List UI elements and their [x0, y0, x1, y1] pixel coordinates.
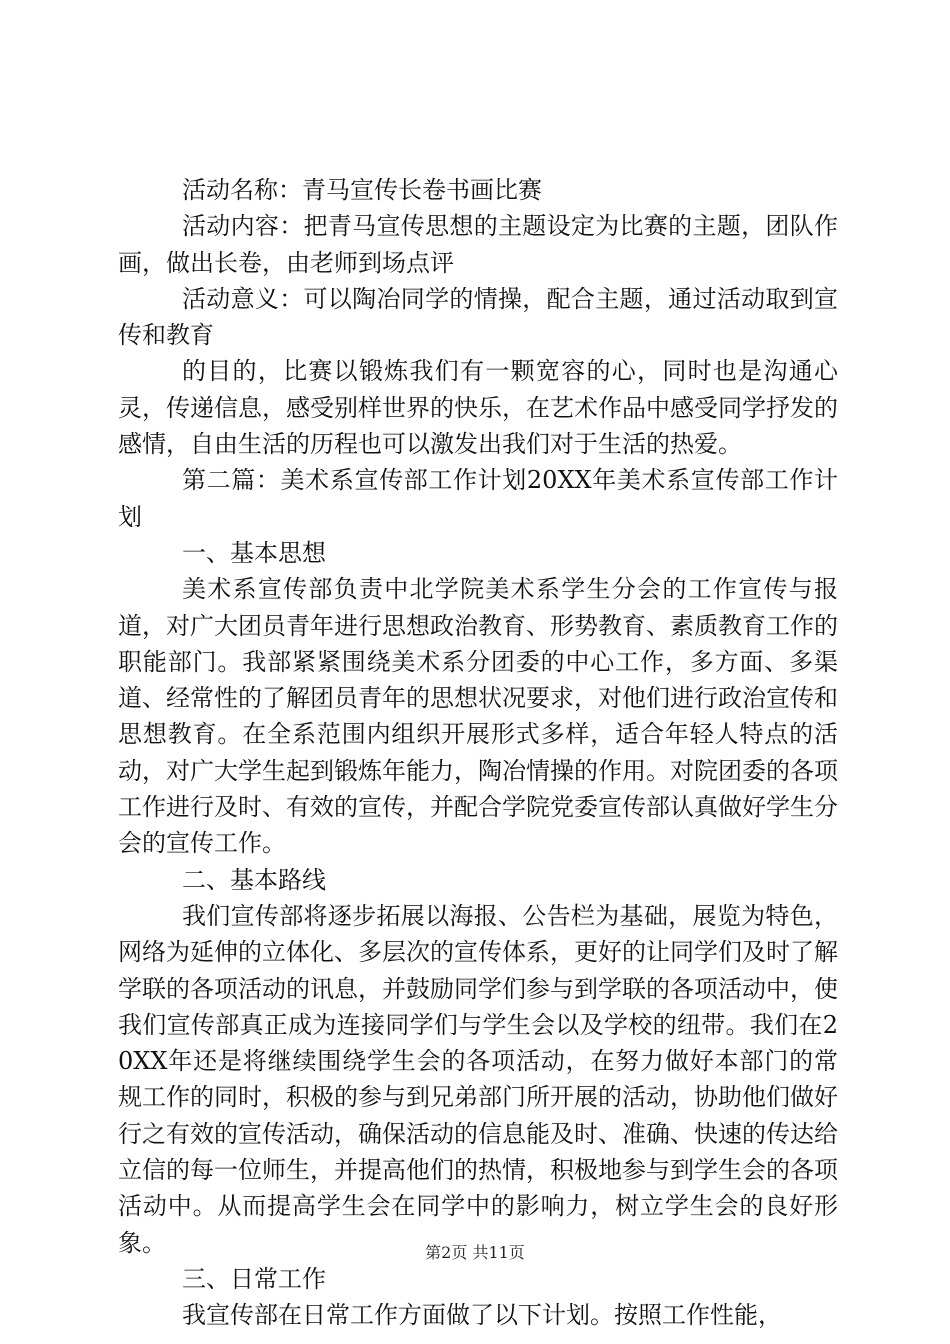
heading-daily-work: 三、日常工作 [182, 1264, 326, 1293]
document-body [118, 172, 838, 1334]
paragraph-daily-work: 我宣传部在日常工作方面做了以下计划。按照工作性能， [182, 1301, 782, 1330]
paragraph-activity-name: 活动名称：青马宣传长卷书画比赛 [182, 176, 542, 204]
section-title-part-two: 第二篇：美术系宣传部工作计划20XX年美术系宣传部工作计划 [118, 466, 838, 531]
paragraph-basic-route: 我们宣传部将逐步拓展以海报、公告栏为基础，展览为特色，网络为延伸的立体化、多层次的宣传体系，更好的让同学们及时了解学联的各项活动的讯息，并鼓励同学们参与到学联的各项活动中，使我们宣传部真正成为连接同学们与学生会以及学校的纽带。我们在20XX年还是将继续围绕学生会的各项活动，在努力做好本部门的常规工作的同时，积极的参与到兄弟部门所开展的活动，协助他们做好行之有效的宣传活动，确保活动的信息能及时、准确、快速的传达给立信的每一位师生，并提高他们的热情，积极地参与到学生会的各项活动中。从而提高学生会在同学中的影响力，树立学生会的良好形象。 [118, 901, 838, 1257]
paragraph-activity-purpose: 的目的，比赛以锻炼我们有一颗宽容的心，同时也是沟通心灵，传递信息，感受别样世界的快乐，在艺术作品中感受同学抒发的感情，自由生活的历程也可以激发出我们对于生活的热爱。 [118, 357, 838, 459]
paragraph-activity-content: 活动内容：把青马宣传思想的主题设定为比赛的主题，团队作画，做出长卷，由老师到场点评 [118, 212, 838, 277]
page-number-footer: 第2页 共11页 [425, 1243, 525, 1262]
paragraph-activity-meaning: 活动意义：可以陶冶同学的情操，配合主题，通过活动取到宣传和教育 [118, 284, 838, 350]
paragraph-basic-thought: 美术系宣传部负责中北学院美术系学生分会的工作宣传与报道，对广大团员青年进行思想政治教育、形势教育、素质教育工作的职能部门。我部紧紧围绕美术系分团委的中心工作，多方面、多渠道、经常性的了解团员青年的思想状况要求，对他们进行政治宣传和思想教育。在全系范围内组织开展形式多样，适合年轻人特点的活动，对广大学生起到锻炼年能力，陶冶情操的作用。对院团委的各项工作进行及时、有效的宣传，并配合学院党委宣传部认真做好学生分会的宣传工作。 [118, 575, 838, 858]
heading-basic-thought: 一、基本思想 [182, 538, 326, 567]
heading-basic-route: 二、基本路线 [182, 865, 326, 894]
